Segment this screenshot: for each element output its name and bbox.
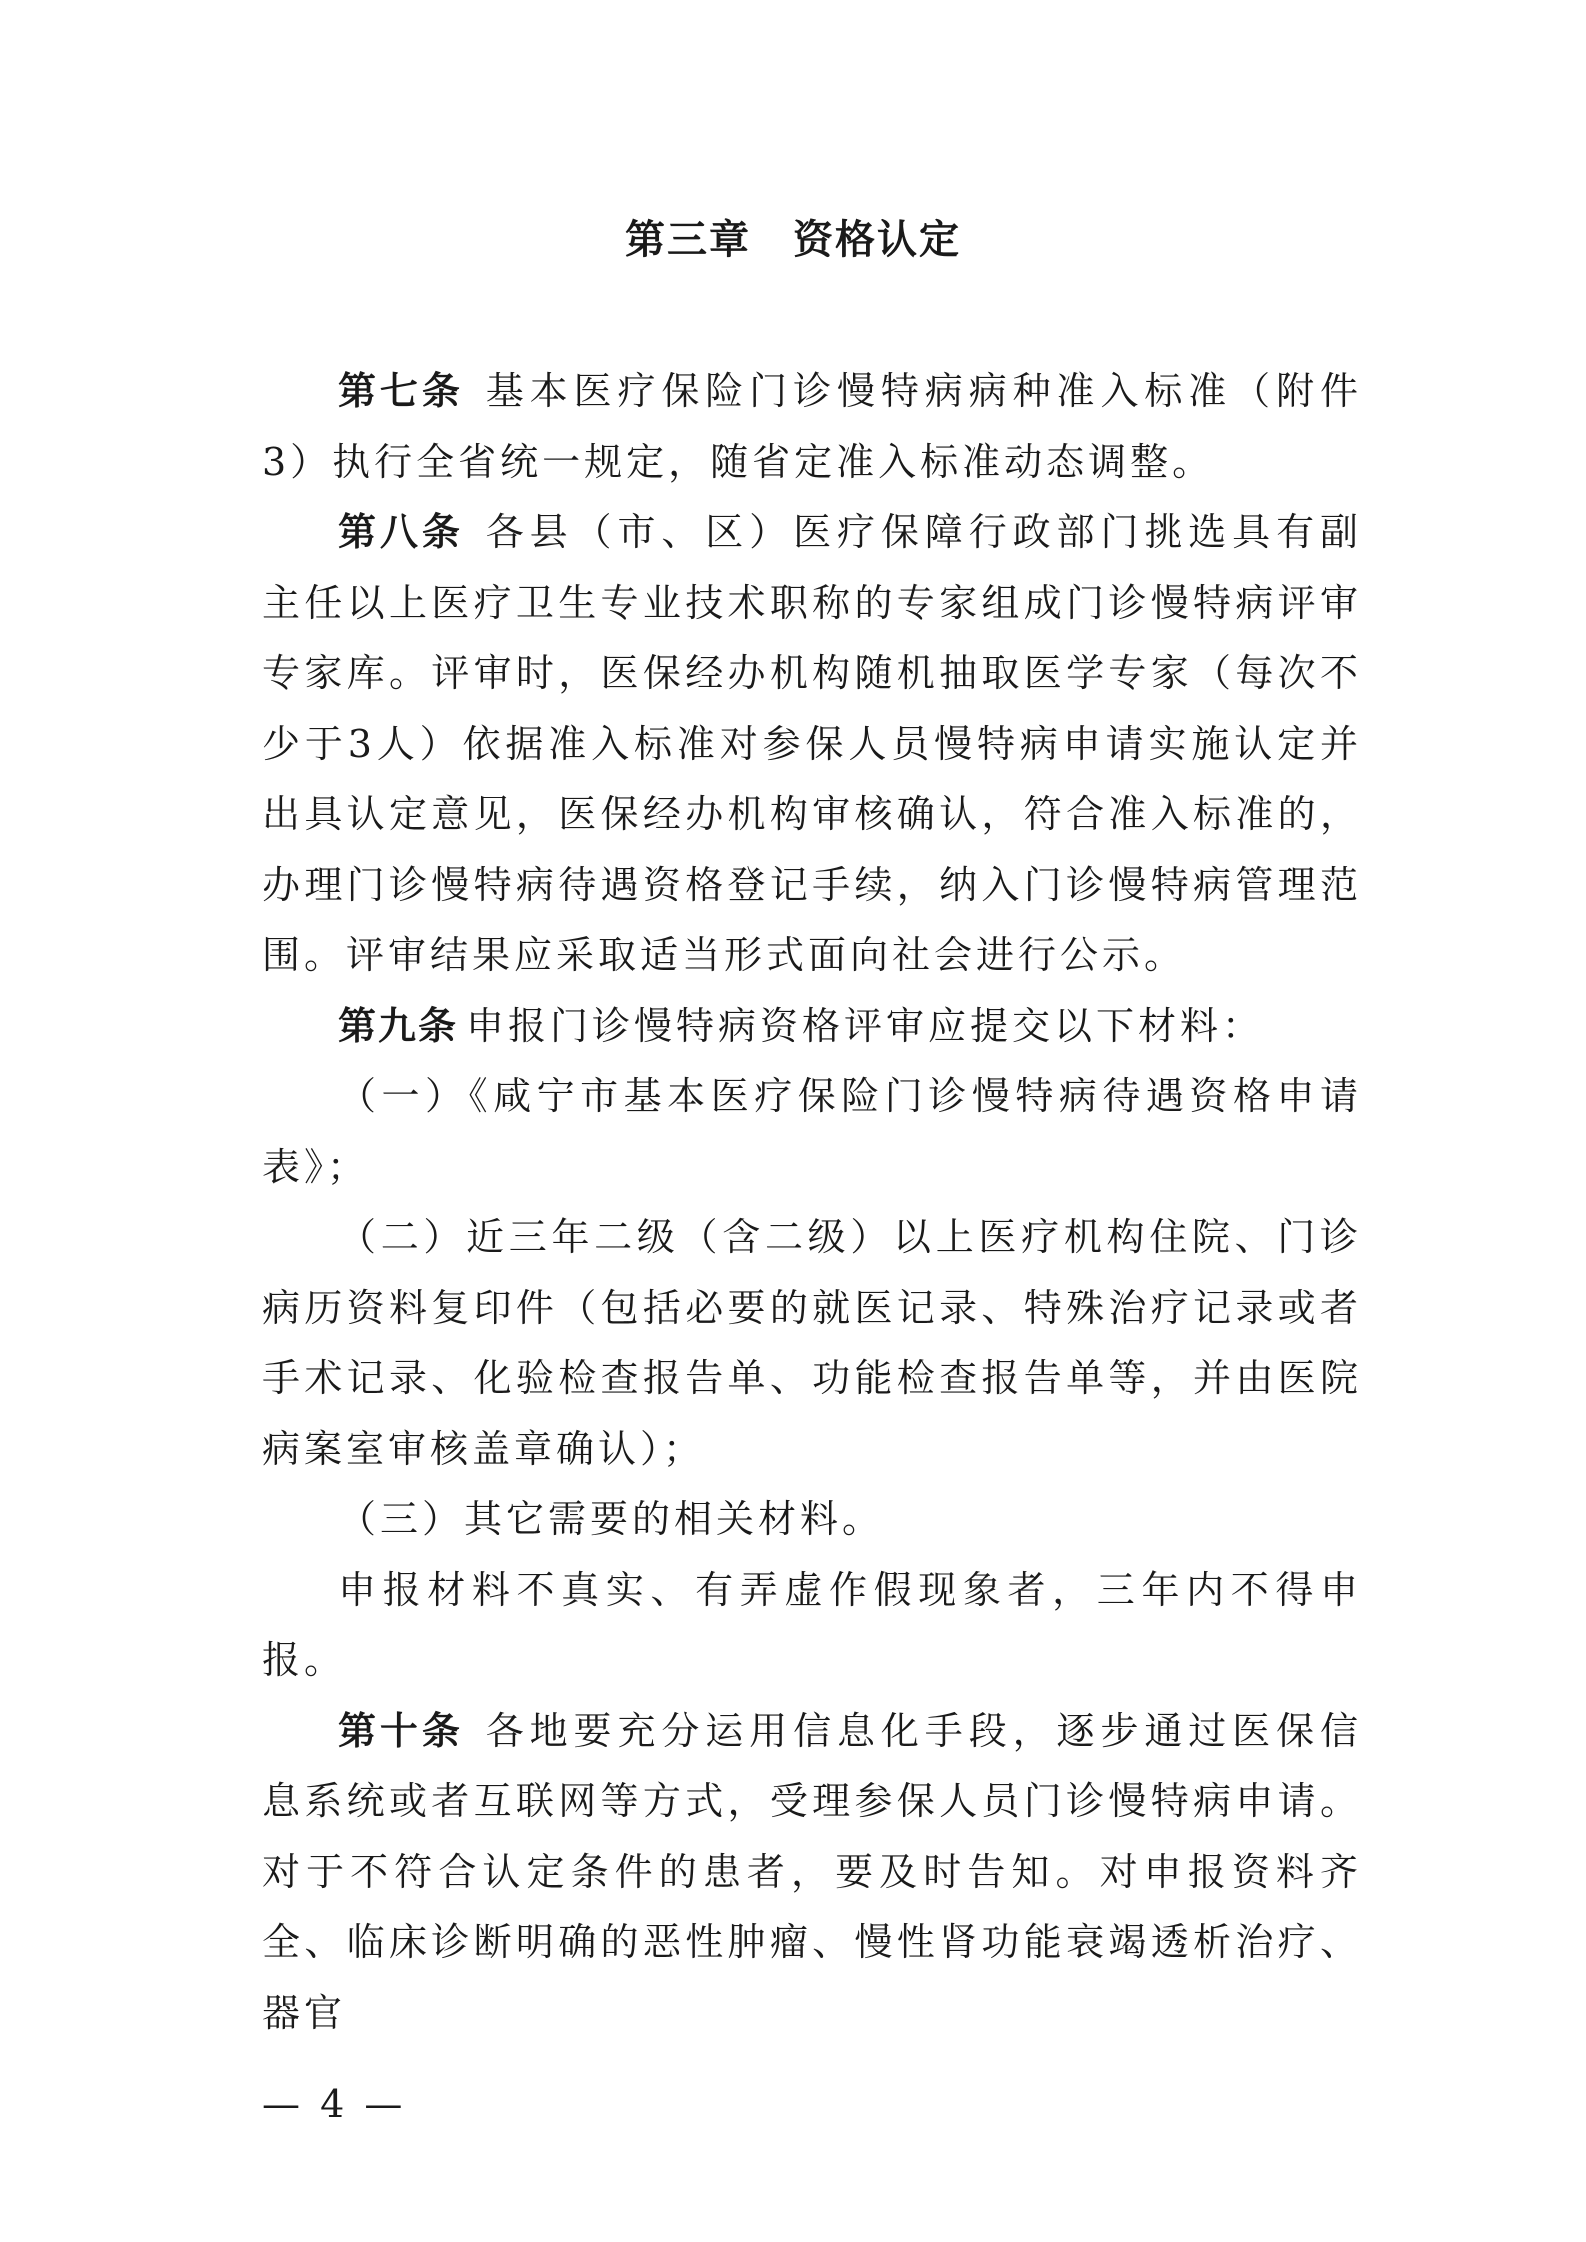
- document-body: [262, 356, 1362, 2048]
- list-item: （三）其它需要的相关材料。: [338, 1497, 885, 1541]
- declaration-note: 申报材料不真实、有弄虚作假现象者，三年内不得申报。: [262, 1567, 1362, 1682]
- list-item: （一）《咸宁市基本医疗保险门诊慢特病待遇资格申请表》；: [262, 1074, 1362, 1189]
- article-label: 第十条: [338, 1708, 464, 1753]
- chapter-title: 第三章 资格认定: [625, 217, 961, 263]
- article-9: [262, 991, 1362, 1062]
- page-number: — 4 —: [262, 2082, 407, 2126]
- list-item: （二）近三年二级（含二级）以上医疗机构住院、门诊病历资料复印件（包括必要的就医记录、特殊治疗记录或者手术记录、化验检查报告单、功能检查报告单等，并由医院病案室审核盖章确认）；: [262, 1215, 1362, 1471]
- article-text: 各地要充分运用信息化手段，逐步通过医保信息系统或者互联网等方式，受理参保人员门诊慢特病申请。对于不符合认定条件的患者，要及时告知。对申报资料齐全、临床诊断明确的恶性肿瘤、慢性肾功能衰竭透析治疗、器官: [262, 1708, 1362, 2035]
- article-8: [262, 497, 1362, 991]
- article-7: [262, 356, 1362, 497]
- article-label: 第八条: [338, 510, 464, 554]
- article-text: 申报门诊慢特病资格评审应提交以下材料：: [466, 1003, 1265, 1048]
- article-label: 第七条: [338, 369, 464, 413]
- article-label: 第九条: [338, 1003, 459, 1048]
- article-text: 基本医疗保险门诊慢特病病种准入标准（附件3）执行全省统一规定，随省定准入标准动态调整。: [262, 369, 1362, 484]
- article-text: 各县（市、区）医疗保障行政部门挑选具有副主任以上医疗卫生专业技术职称的专家组成门诊慢特病评审专家库。评审时，医保经办机构随机抽取医学专家（每次不少于3人）依据准入标准对参保人员慢特病申请实施认定并出具认定意见，医保经办机构审核确认，符合准入标准的，办理门诊慢特病待遇资格登记手续，纳入门诊慢特病管理范围。评审结果应采取适当形式面向社会进行公示。: [262, 510, 1362, 977]
- article-10: [262, 1696, 1362, 2049]
